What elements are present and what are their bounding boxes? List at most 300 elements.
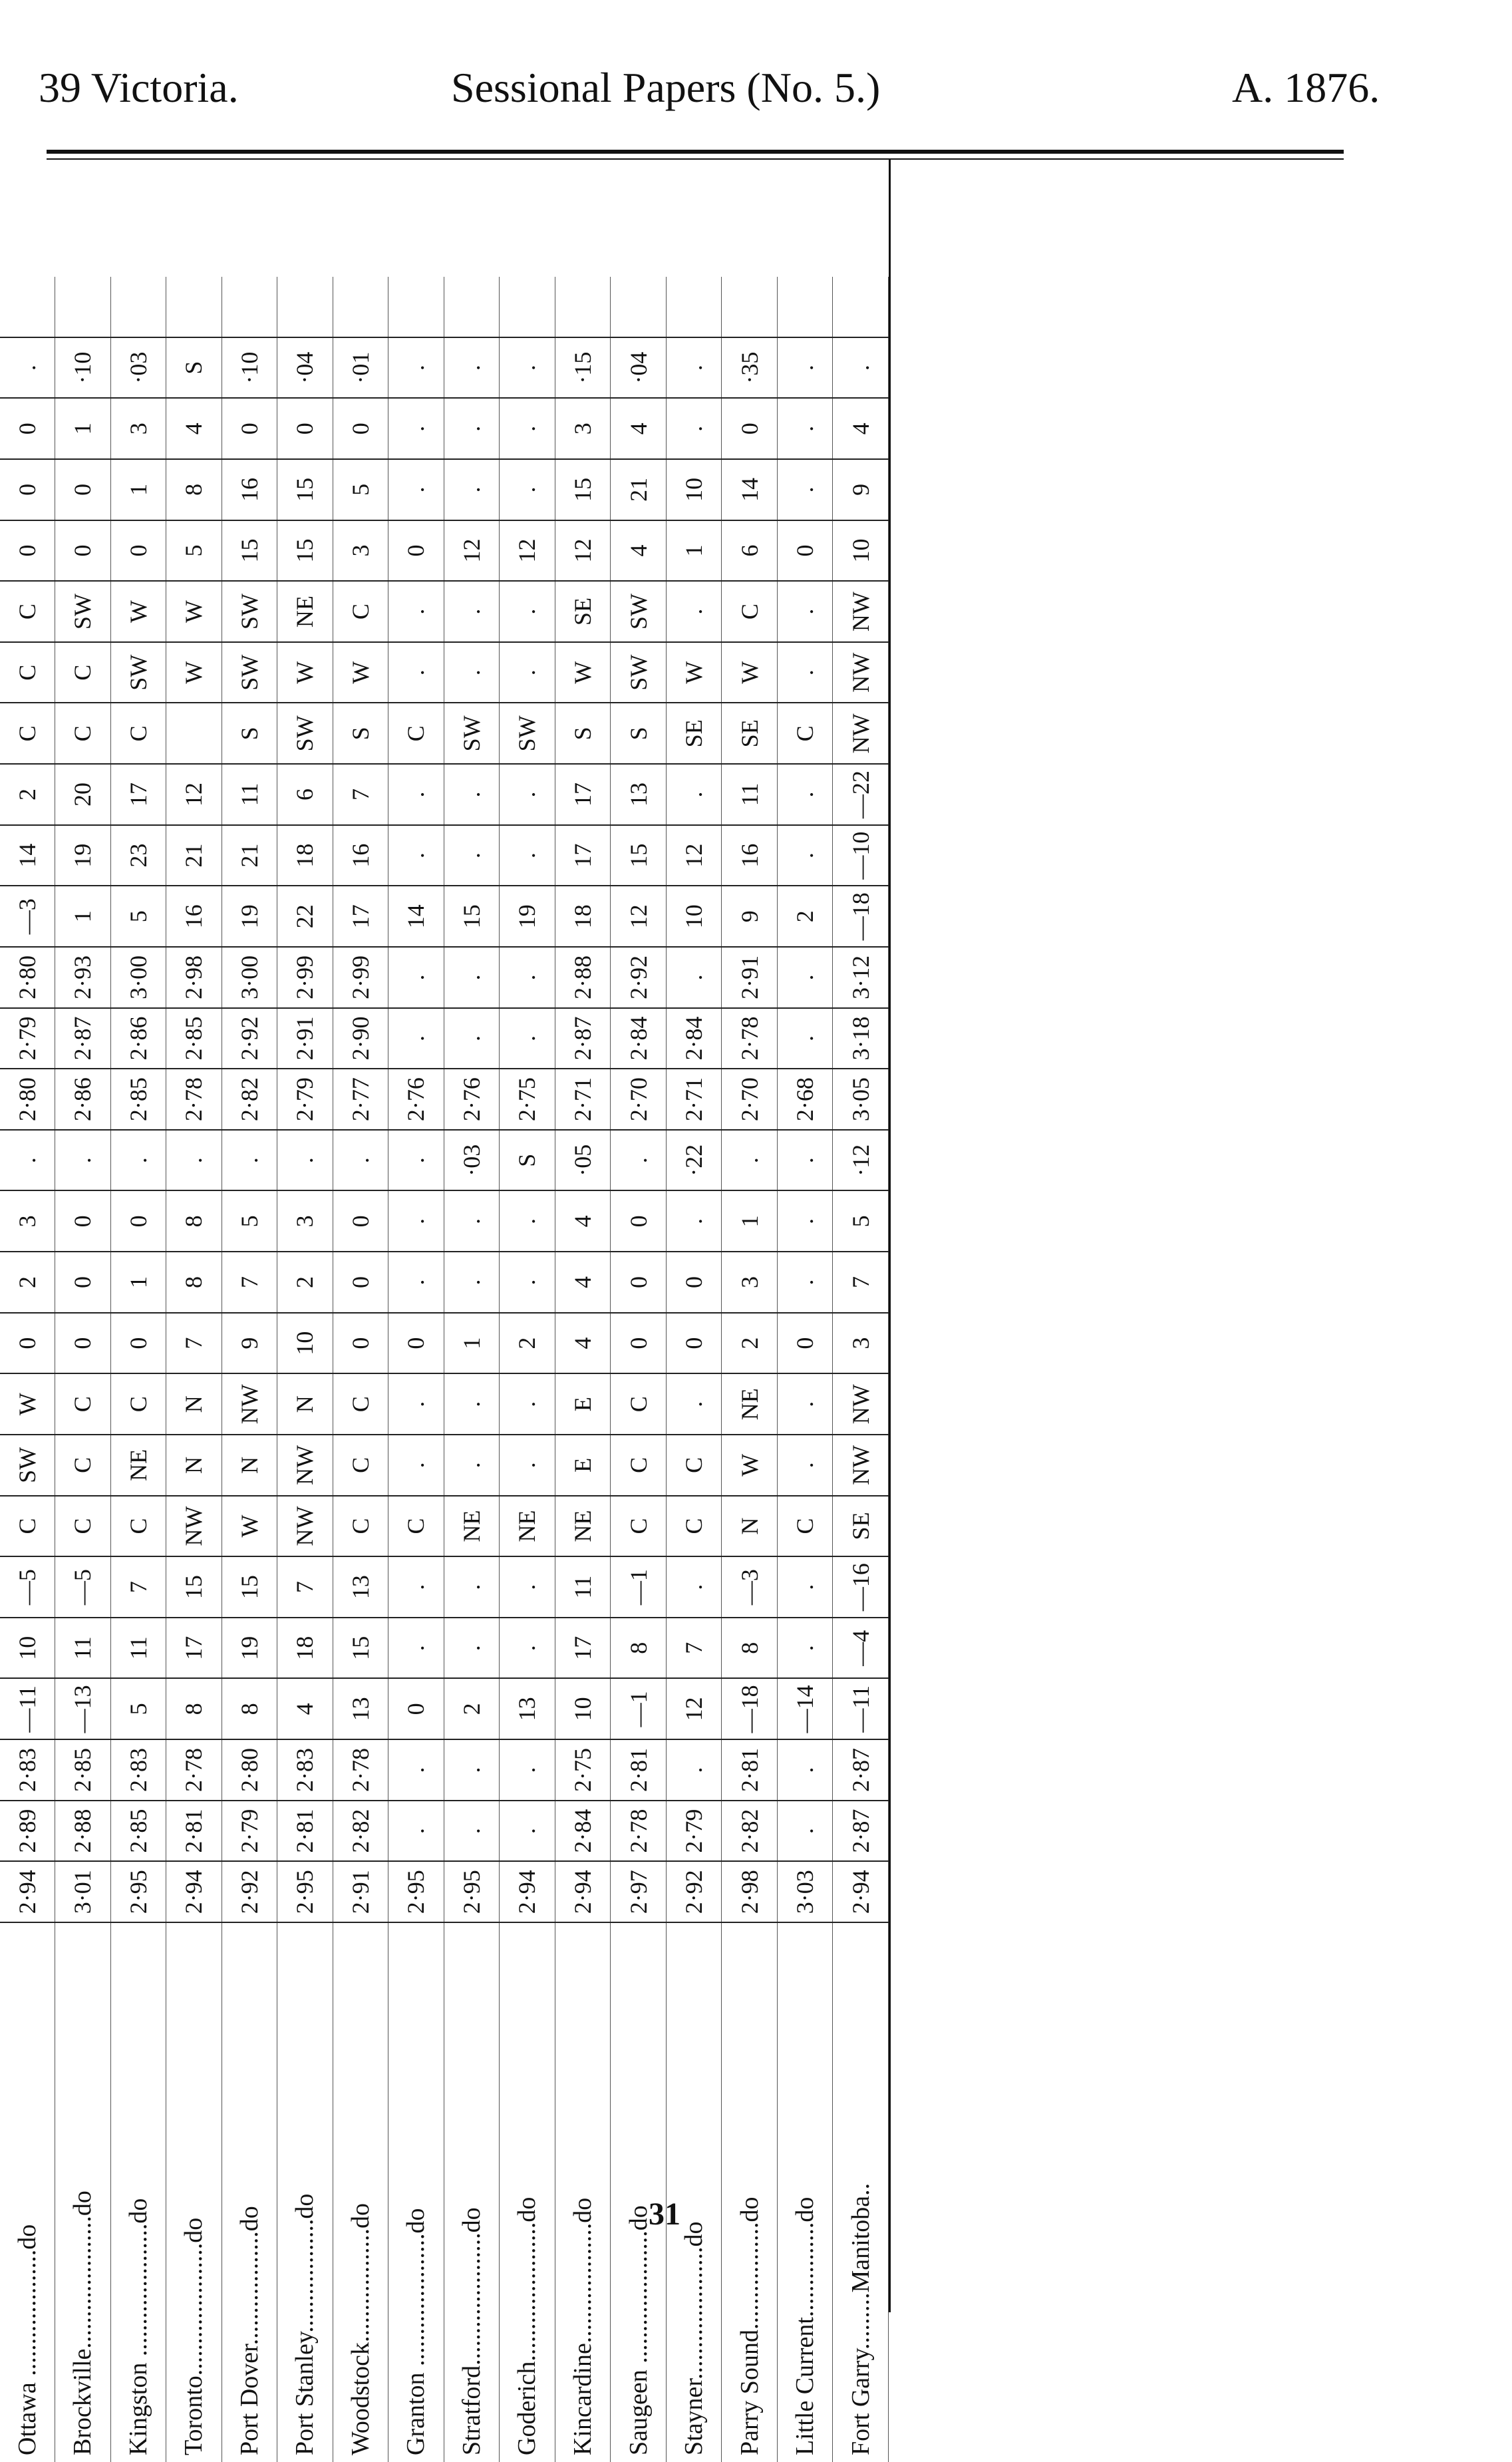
table-cell: N <box>277 1373 333 1435</box>
table-right-border <box>889 160 891 2312</box>
table-cell: —13 <box>55 1679 111 1740</box>
table-cell: 0 <box>666 1252 722 1313</box>
table-cell: 0 <box>55 1313 111 1374</box>
table-cell: N <box>166 1435 222 1496</box>
table-cell: 3 <box>333 520 388 582</box>
table-cell: SW <box>55 581 111 642</box>
table-cell: 2·85 <box>110 1069 166 1130</box>
table-cell: . <box>777 947 833 1008</box>
table-cell: 15 <box>277 459 333 520</box>
table-cell: . <box>388 642 444 703</box>
table-cell: 2·80 <box>222 1739 277 1801</box>
station-name: Ottawa ....................do <box>13 2224 42 2455</box>
header-session: 39 Victoria. <box>39 64 239 111</box>
table-cell: NW <box>277 1496 333 1557</box>
table-row <box>55 277 111 2462</box>
table-cell: SW <box>222 581 277 642</box>
table-cell: . <box>500 1435 555 1496</box>
table-cell: 0 <box>777 520 833 582</box>
table-cell: 2·95 <box>110 1861 166 1922</box>
table-cell: SW <box>500 703 555 765</box>
table-cell: 3·01 <box>55 1861 111 1922</box>
station-name: Stratford.....................do <box>457 2207 486 2455</box>
table-cell: 2·91 <box>277 1008 333 1069</box>
table-cell: 0 <box>722 398 778 459</box>
table-cell: ·12 <box>833 1130 889 1191</box>
table-cell: C <box>388 1496 444 1557</box>
rotated-table-container <box>0 319 889 2462</box>
table-cell: 14 <box>0 825 55 886</box>
table-cell: . <box>611 1130 667 1191</box>
table-row <box>555 277 611 2462</box>
table-cell: . <box>388 947 444 1008</box>
table-cell: 23 <box>110 825 166 886</box>
table-cell: C <box>333 1373 388 1435</box>
table-cell: 3 <box>110 398 166 459</box>
table-cell: 2·71 <box>555 1069 611 1130</box>
table-cell: 2·87 <box>555 1008 611 1069</box>
table-cell: SE <box>722 703 778 765</box>
table-cell: —1 <box>611 1556 667 1618</box>
table-cell: 2·92 <box>222 1861 277 1922</box>
table-cell: . <box>500 337 555 399</box>
table-cell: . <box>444 764 500 825</box>
table-cell: . <box>388 1435 444 1496</box>
station-name: Port Dover..................do <box>235 2206 263 2455</box>
table-cell: 0 <box>611 1191 667 1252</box>
table-cell: ·03 <box>444 1130 500 1191</box>
table-cell: 2·81 <box>277 1801 333 1862</box>
table-cell: 19 <box>500 886 555 947</box>
table-cell: . <box>0 337 55 399</box>
table-cell: . <box>666 1556 722 1618</box>
table-cell: . <box>388 1130 444 1191</box>
table-cell: . <box>777 1130 833 1191</box>
table-cell: . <box>388 1618 444 1679</box>
table-cell: . <box>444 825 500 886</box>
table-row <box>833 277 889 2462</box>
table-cell: 0 <box>333 1191 388 1252</box>
table-cell: N <box>222 1435 277 1496</box>
table-cell: 2·94 <box>555 1861 611 1922</box>
table-cell: 2·88 <box>55 1801 111 1862</box>
table-cell: NE <box>110 1435 166 1496</box>
table-row <box>611 277 667 2462</box>
table-cell: 2·78 <box>611 1801 667 1862</box>
table-cell: C <box>666 1435 722 1496</box>
table-cell: . <box>500 764 555 825</box>
table-cell: W <box>277 642 333 703</box>
table-cell: 5 <box>222 1191 277 1252</box>
table-cell: C <box>333 1435 388 1496</box>
table-cell: 8 <box>166 459 222 520</box>
header-year: A. 1876. <box>1232 64 1380 111</box>
table-cell: . <box>444 1435 500 1496</box>
table-cell: C <box>666 1496 722 1557</box>
weather-table <box>0 277 889 2462</box>
table-cell: . <box>166 1130 222 1191</box>
table-cell: ·22 <box>666 1130 722 1191</box>
table-cell: 21 <box>166 825 222 886</box>
table-cell: SW <box>0 1435 55 1496</box>
table-cell: 12 <box>166 764 222 825</box>
table-cell: 12 <box>444 520 500 582</box>
table-cell: . <box>777 581 833 642</box>
table-cell: NW <box>833 1373 889 1435</box>
table-cell: 2·78 <box>166 1069 222 1130</box>
table-cell: —5 <box>55 1556 111 1618</box>
table-cell: SW <box>611 581 667 642</box>
table-cell: N <box>722 1496 778 1557</box>
table-cell: NW <box>833 581 889 642</box>
table-cell: 2·83 <box>0 1739 55 1801</box>
table-cell: NE <box>500 1496 555 1557</box>
table-cell: . <box>777 1435 833 1496</box>
table-cell: 2·91 <box>333 1861 388 1922</box>
table-cell: 0 <box>0 1313 55 1374</box>
table-cell: . <box>444 398 500 459</box>
table-cell: 2·75 <box>555 1739 611 1801</box>
table-cell: 3 <box>722 1252 778 1313</box>
table-cell: 2 <box>0 1252 55 1313</box>
table-cell: SE <box>666 703 722 765</box>
table-cell: 1 <box>110 459 166 520</box>
table-cell: . <box>444 642 500 703</box>
table-cell: C <box>0 581 55 642</box>
table-cell: 2·95 <box>444 1861 500 1922</box>
table-cell: 2·75 <box>500 1069 555 1130</box>
table-cell: 2·78 <box>333 1739 388 1801</box>
table-cell: W <box>722 1435 778 1496</box>
table-cell: 16 <box>222 459 277 520</box>
table-cell: 2 <box>444 1679 500 1740</box>
table-cell: 10 <box>0 1618 55 1679</box>
table-cell: 11 <box>55 1618 111 1679</box>
table-cell: 3·05 <box>833 1069 889 1130</box>
table-cell: C <box>333 1496 388 1557</box>
table-cell: . <box>388 1373 444 1435</box>
table-cell: 14 <box>388 886 444 947</box>
station-name: Fort Garry.........Manitoba.. <box>846 2183 875 2455</box>
page-header <box>0 63 1512 123</box>
table-cell: . <box>500 1252 555 1313</box>
table-cell: S <box>222 703 277 765</box>
station-name: Brockville.....................do <box>69 2191 97 2455</box>
table-cell: ·10 <box>55 337 111 399</box>
table-cell: . <box>444 1618 500 1679</box>
table-cell: NE <box>555 1496 611 1557</box>
table-cell: SW <box>611 642 667 703</box>
table-cell <box>444 277 500 337</box>
table-cell: 2·87 <box>833 1739 889 1801</box>
table-cell: 2·84 <box>666 1008 722 1069</box>
table-cell: —14 <box>777 1679 833 1740</box>
table-cell: 1 <box>722 1191 778 1252</box>
table-cell: . <box>500 1191 555 1252</box>
table-cell: . <box>444 1801 500 1862</box>
table-cell: . <box>777 642 833 703</box>
table-cell: 2·82 <box>222 1069 277 1130</box>
station-name: Kincardine...................do <box>568 2197 597 2455</box>
table-cell: . <box>110 1130 166 1191</box>
table-cell: C <box>611 1435 667 1496</box>
table-cell: 15 <box>555 459 611 520</box>
table-cell: 0 <box>333 1313 388 1374</box>
table-cell: C <box>777 1496 833 1557</box>
table-cell: 0 <box>277 398 333 459</box>
table-cell: . <box>388 764 444 825</box>
table-cell: 2·68 <box>777 1069 833 1130</box>
table-cell: . <box>500 1618 555 1679</box>
table-cell: . <box>444 1556 500 1618</box>
table-cell <box>388 277 444 337</box>
table-cell: 2·85 <box>110 1801 166 1862</box>
table-cell: NW <box>277 1435 333 1496</box>
table-cell: W <box>166 581 222 642</box>
table-cell: 5 <box>110 886 166 947</box>
table-cell <box>611 277 667 337</box>
table-cell: 2·76 <box>388 1069 444 1130</box>
table-cell: 3·03 <box>777 1861 833 1922</box>
table-row <box>777 277 833 2462</box>
table-cell: 11 <box>722 764 778 825</box>
table-cell <box>722 277 778 337</box>
table-cell: 7 <box>333 764 388 825</box>
table-row <box>166 277 222 2462</box>
table-cell: W <box>333 642 388 703</box>
table-cell: 2·86 <box>110 1008 166 1069</box>
table-cell: C <box>55 703 111 765</box>
table-cell: W <box>0 1373 55 1435</box>
table-cell: 2 <box>722 1313 778 1374</box>
table-cell <box>0 277 55 337</box>
table-cell: 9 <box>833 459 889 520</box>
table-cell: 9 <box>222 1313 277 1374</box>
table-cell: 2·94 <box>166 1861 222 1922</box>
table-cell: C <box>722 581 778 642</box>
table-cell: . <box>666 947 722 1008</box>
table-cell: 2·90 <box>333 1008 388 1069</box>
table-cell: 16 <box>333 825 388 886</box>
table-cell: . <box>388 398 444 459</box>
table-cell: 2·94 <box>0 1861 55 1922</box>
table-cell: . <box>666 398 722 459</box>
table-cell: 0 <box>222 398 277 459</box>
table-cell: 2·89 <box>0 1801 55 1862</box>
table-cell: W <box>110 581 166 642</box>
table-cell: —10 <box>833 825 889 886</box>
table-cell: . <box>444 1008 500 1069</box>
table-cell: . <box>444 1739 500 1801</box>
table-cell: C <box>777 703 833 765</box>
table-cell: 20 <box>55 764 111 825</box>
table-cell: . <box>777 1556 833 1618</box>
table-cell: ·04 <box>277 337 333 399</box>
table-cell: 16 <box>166 886 222 947</box>
table-cell: 7 <box>166 1313 222 1374</box>
table-cell: 2·99 <box>333 947 388 1008</box>
table-cell: 5 <box>110 1679 166 1740</box>
station-name: Port Stanley..................do <box>291 2193 319 2455</box>
table-cell: . <box>500 1556 555 1618</box>
table-cell: S <box>333 703 388 765</box>
table-cell: —18 <box>833 886 889 947</box>
table-cell: . <box>277 1130 333 1191</box>
table-cell: 0 <box>611 1252 667 1313</box>
table-cell: 19 <box>222 1618 277 1679</box>
table-cell: ·03 <box>110 337 166 399</box>
station-name: Toronto.....................do <box>180 2217 208 2455</box>
table-cell: 2·70 <box>611 1069 667 1130</box>
table-cell: 12 <box>555 520 611 582</box>
table-cell: 4 <box>833 398 889 459</box>
table-cell: ·04 <box>611 337 667 399</box>
table-cell: W <box>722 642 778 703</box>
table-cell: 10 <box>666 886 722 947</box>
table-cell: 18 <box>277 825 333 886</box>
table-cell <box>110 277 166 337</box>
table-cell: 2·79 <box>222 1801 277 1862</box>
table-cell: 2·88 <box>555 947 611 1008</box>
table-cell: . <box>777 1739 833 1801</box>
table-cell: 2·81 <box>611 1739 667 1801</box>
table-cell: . <box>444 459 500 520</box>
table-cell: . <box>388 825 444 886</box>
table-cell: 2 <box>0 764 55 825</box>
table-cell: 2·81 <box>722 1739 778 1801</box>
table-cell: 12 <box>611 886 667 947</box>
table-cell: 0 <box>333 1252 388 1313</box>
station-name: Woodstock..................do <box>346 2202 375 2455</box>
table-cell: NW <box>833 642 889 703</box>
table-cell: . <box>222 1130 277 1191</box>
table-cell: 2·79 <box>0 1008 55 1069</box>
table-cell: 2·85 <box>55 1739 111 1801</box>
table-cell: . <box>500 1801 555 1862</box>
table-cell: 4 <box>277 1679 333 1740</box>
table-cell: 2·78 <box>166 1739 222 1801</box>
table-cell: 2·99 <box>277 947 333 1008</box>
table-cell: 21 <box>222 825 277 886</box>
table-cell: 9 <box>722 886 778 947</box>
table-cell: 13 <box>333 1556 388 1618</box>
table-cell: 7 <box>110 1556 166 1618</box>
table-cell: 2·77 <box>333 1069 388 1130</box>
table-cell: SW <box>110 642 166 703</box>
table-cell: 4 <box>611 398 667 459</box>
table-cell: C <box>388 703 444 765</box>
table-cell: 2·78 <box>722 1008 778 1069</box>
table-cell: NW <box>833 703 889 765</box>
table-cell: NE <box>444 1496 500 1557</box>
table-cell: 6 <box>277 764 333 825</box>
table-row <box>722 277 778 2462</box>
table-cell: 2·84 <box>611 1008 667 1069</box>
table-cell: SW <box>277 703 333 765</box>
table-cell <box>277 277 333 337</box>
table-cell: 4 <box>555 1252 611 1313</box>
station-name: Kingston .....................do <box>124 2198 152 2455</box>
table-cell: 13 <box>333 1679 388 1740</box>
table-cell: 0 <box>388 1313 444 1374</box>
table-cell: . <box>666 581 722 642</box>
table-cell: E <box>555 1435 611 1496</box>
table-cell: . <box>666 1373 722 1435</box>
table-cell: 2·80 <box>0 947 55 1008</box>
table-cell: 14 <box>722 459 778 520</box>
table-cell: —11 <box>833 1679 889 1740</box>
table-cell: 11 <box>110 1618 166 1679</box>
table-cell: 2·92 <box>666 1861 722 1922</box>
table-cell: 2·92 <box>611 947 667 1008</box>
table-cell: 19 <box>55 825 111 886</box>
table-cell: 7 <box>833 1252 889 1313</box>
table-cell: 0 <box>0 459 55 520</box>
table-cell: . <box>777 1373 833 1435</box>
table-cell: —16 <box>833 1556 889 1618</box>
table-cell: C <box>110 1373 166 1435</box>
table-cell: 17 <box>166 1618 222 1679</box>
table-cell: 2 <box>277 1252 333 1313</box>
station-name: Stayner.....................do <box>680 2221 708 2455</box>
table-cell: . <box>777 764 833 825</box>
table-row <box>0 277 55 2462</box>
table-cell: —5 <box>0 1556 55 1618</box>
table-row <box>388 277 444 2462</box>
table-cell: 0 <box>110 1313 166 1374</box>
table-cell: 18 <box>555 886 611 947</box>
table-cell: 15 <box>277 520 333 582</box>
table-cell: . <box>500 1008 555 1069</box>
table-cell: 5 <box>333 459 388 520</box>
table-cell: 12 <box>500 520 555 582</box>
table-cell: C <box>110 703 166 765</box>
table-cell: 0 <box>55 1252 111 1313</box>
table-cell: W <box>666 642 722 703</box>
table-cell: 0 <box>666 1313 722 1374</box>
table-cell: . <box>388 459 444 520</box>
table-cell <box>833 277 889 337</box>
table-cell: 0 <box>388 520 444 582</box>
table-cell: —3 <box>0 886 55 947</box>
table-cell: 2·86 <box>55 1069 111 1130</box>
table-cell: 0 <box>0 520 55 582</box>
table-cell: 1 <box>110 1252 166 1313</box>
table-cell: S <box>500 1130 555 1191</box>
table-cell: 2·71 <box>666 1069 722 1130</box>
table-cell: 15 <box>166 1556 222 1618</box>
table-row <box>500 277 555 2462</box>
table-cell: 3·00 <box>110 947 166 1008</box>
table-cell: 5 <box>833 1191 889 1252</box>
table-cell: 0 <box>110 1191 166 1252</box>
table-cell: C <box>55 1496 111 1557</box>
table-cell: 2·92 <box>222 1008 277 1069</box>
table-cell: 18 <box>277 1618 333 1679</box>
station-name: Granton .....................do <box>402 2208 430 2455</box>
table-cell: 3 <box>833 1313 889 1374</box>
table-region <box>0 160 889 2455</box>
table-cell: NW <box>222 1373 277 1435</box>
table-cell: 22 <box>277 886 333 947</box>
table-cell: . <box>333 1130 388 1191</box>
table-cell: 3 <box>555 398 611 459</box>
station-name: Parry Sound.................do <box>735 2197 764 2455</box>
table-cell: 13 <box>611 764 667 825</box>
table-cell: . <box>500 459 555 520</box>
page-number: 31 <box>649 2197 680 2232</box>
table-cell: 10 <box>555 1679 611 1740</box>
